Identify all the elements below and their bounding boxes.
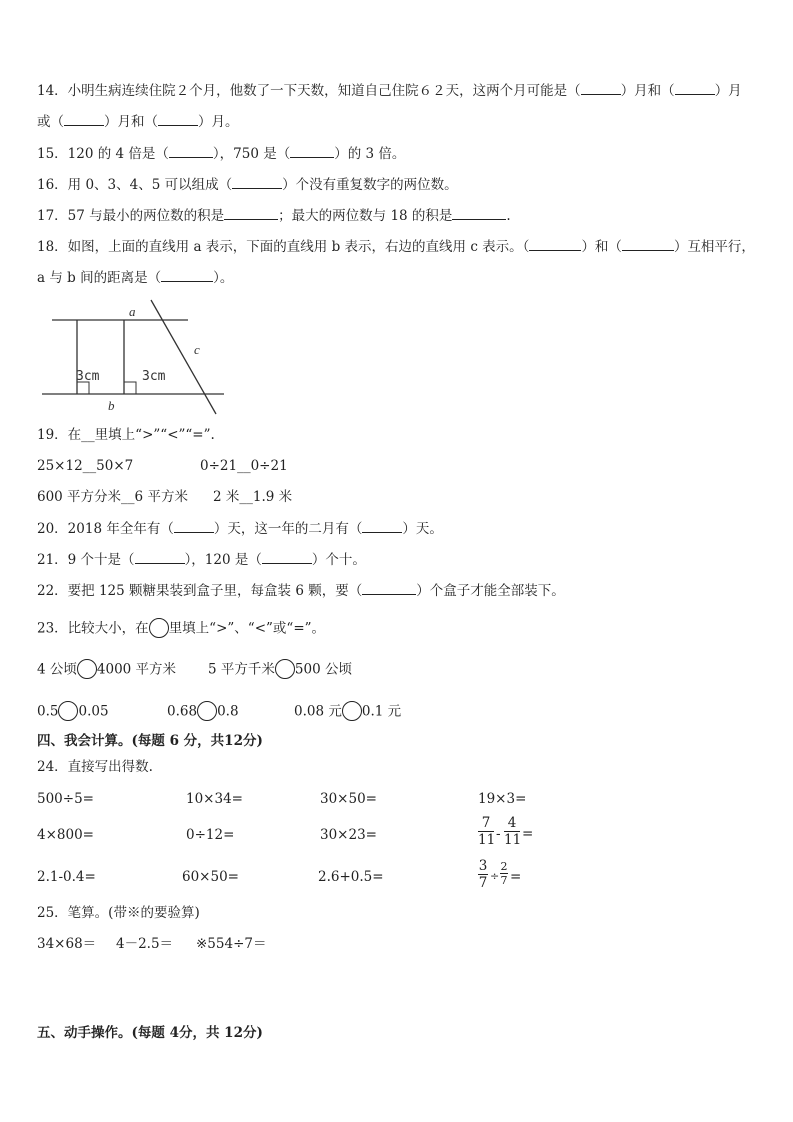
compare-circle bbox=[149, 618, 169, 638]
q23-r2c2 bbox=[167, 701, 239, 723]
q14-blank-1[interactable] bbox=[581, 82, 621, 95]
q23-r1c2-right: 500 公顷 bbox=[294, 661, 352, 678]
parallel-lines-figure bbox=[38, 296, 228, 418]
fraction-expression-2 bbox=[478, 858, 538, 898]
q23-r2c2-left: 0.68 bbox=[167, 703, 198, 720]
q18-line2 bbox=[37, 269, 233, 287]
q16-text-2: ）个没有重复数字的两位数。 bbox=[282, 177, 458, 193]
numerator: 2 bbox=[500, 860, 508, 873]
q21-text-1: 21．9 个十是（ bbox=[37, 552, 135, 568]
fraction-3-7 bbox=[478, 858, 488, 891]
q20-blank-1[interactable] bbox=[174, 520, 214, 533]
q23-r2c3-left: 0.08 元 bbox=[294, 703, 342, 720]
q21-line bbox=[37, 551, 366, 569]
q22-text-2: ）个盒子才能全部装下。 bbox=[416, 583, 565, 599]
q18-blank-2[interactable] bbox=[622, 238, 674, 251]
q24-r1c1: 500÷5= bbox=[37, 791, 94, 807]
q19-r2c1: 600 平方分米__6 平方米 bbox=[37, 489, 188, 505]
label-b: b bbox=[108, 398, 115, 413]
section-5-heading: 五、动手操作。(每题 4分，共 12分) bbox=[37, 1025, 263, 1041]
fraction-4-11 bbox=[504, 815, 520, 848]
q23-r2c3 bbox=[294, 701, 401, 723]
q23-r1c1-left: 4 公顷 bbox=[37, 661, 77, 678]
q14-text-4: 或（ bbox=[37, 114, 64, 130]
q19-r1c2: 0÷21__0÷21 bbox=[200, 458, 288, 474]
q23-r2c2-right: 0.8 bbox=[217, 703, 239, 720]
q23-text-2: 里填上“>”、“<”或“=”。 bbox=[168, 620, 326, 637]
compare-circle[interactable] bbox=[197, 701, 217, 721]
q15-text-2: ），750 是（ bbox=[212, 146, 291, 162]
compare-circle[interactable] bbox=[77, 659, 97, 679]
q24-r1c3: 30×50= bbox=[320, 791, 377, 807]
right-angle-mark-2 bbox=[124, 382, 136, 394]
q24-r1c2: 10×34= bbox=[186, 791, 243, 807]
q21-blank-1[interactable] bbox=[135, 551, 185, 564]
q14-text-6: ）月。 bbox=[198, 114, 239, 130]
equals-sign: = bbox=[522, 826, 534, 842]
q15-text-1: 15．120 的 4 倍是（ bbox=[37, 146, 169, 162]
q16-text-1: 16．用 0、3、4、5 可以组成（ bbox=[37, 177, 233, 193]
q24-r1c4: 19×3= bbox=[478, 791, 527, 807]
q18-blank-1[interactable] bbox=[529, 238, 581, 251]
q23-r1c2 bbox=[208, 659, 352, 681]
q25-item-2: 4－2.5＝ bbox=[116, 936, 174, 952]
q20-line bbox=[37, 520, 443, 538]
q19-r2c2: 2 米__1.9 米 bbox=[213, 489, 293, 505]
q22-line bbox=[37, 582, 565, 600]
q14-text-2: ）月和（ bbox=[620, 83, 675, 99]
q23-r2c1 bbox=[37, 701, 109, 723]
q18-text-3: ）互相平行， bbox=[673, 239, 755, 255]
fraction-expression-1 bbox=[478, 815, 538, 855]
label-c: c bbox=[194, 342, 200, 357]
q24-r3c3: 2.6+0.5= bbox=[318, 869, 384, 885]
q18-line1 bbox=[37, 238, 755, 256]
q20-blank-2[interactable] bbox=[362, 520, 402, 533]
label-a: a bbox=[129, 304, 136, 319]
q14-blank-3[interactable] bbox=[64, 113, 104, 126]
q23-r2c1-right: 0.05 bbox=[78, 703, 109, 720]
q24-r2c1: 4×800= bbox=[37, 827, 94, 843]
q22-blank-1[interactable] bbox=[362, 582, 416, 595]
q20-text-3: ）天。 bbox=[402, 521, 443, 537]
section-4-heading: 四、我会计算。(每题 6 分，共12分) bbox=[37, 733, 263, 749]
equals-sign: = bbox=[510, 869, 522, 885]
q22-text-1: 22．要把 125 颗糖果装到盒子里，每盒装 6 颗，要（ bbox=[37, 583, 363, 599]
q23-r2c1-left: 0.5 bbox=[37, 703, 59, 720]
q14-blank-2[interactable] bbox=[675, 82, 715, 95]
q23-r1c2-left: 5 平方千米 bbox=[208, 661, 275, 678]
q17-text-1: 17．57 与最小的两位数的积是 bbox=[37, 208, 225, 224]
q24-title: 24．直接写出得数. bbox=[37, 759, 153, 775]
q24-r2c3: 30×23= bbox=[320, 827, 377, 843]
q19-title: 19．在__里填上“>”“<”“=”. bbox=[37, 427, 215, 443]
q18-text-2: ）和（ bbox=[581, 239, 622, 255]
q18-text-5: ）。 bbox=[213, 270, 234, 286]
fraction-2-7 bbox=[500, 860, 508, 887]
q15-text-3: ）的 3 倍。 bbox=[334, 146, 406, 162]
dim-label-2: 3cm bbox=[142, 369, 166, 384]
minus-sign: - bbox=[496, 826, 501, 842]
q23-title bbox=[37, 618, 325, 640]
q23-r1c1-right: 4000 平方米 bbox=[96, 661, 177, 678]
dim-label-1: 3cm bbox=[76, 369, 100, 384]
q25-item-1: 34×68＝ bbox=[37, 936, 97, 952]
q17-text-3: . bbox=[506, 208, 511, 224]
q14-line1 bbox=[37, 82, 742, 100]
q15-line bbox=[37, 145, 405, 163]
compare-circle[interactable] bbox=[342, 701, 362, 721]
q24-r3c2: 60×50= bbox=[182, 869, 239, 885]
q16-line bbox=[37, 176, 458, 194]
compare-circle[interactable] bbox=[58, 701, 78, 721]
q20-text-2: ）天，这一年的二月有（ bbox=[213, 521, 363, 537]
numerator: 7 bbox=[481, 815, 491, 831]
q18-text-4: a 与 b 间的距离是（ bbox=[37, 270, 162, 286]
q19-r1c1: 25×12__50×7 bbox=[37, 458, 134, 474]
q15-blank-2[interactable] bbox=[290, 145, 334, 158]
q14-text-3: ）月 bbox=[714, 83, 742, 99]
q21-blank-2[interactable] bbox=[262, 551, 312, 564]
q20-text-1: 20．2018 年全年有（ bbox=[37, 521, 174, 537]
q17-text-2: ；最大的两位数与 18 的积是 bbox=[278, 208, 453, 224]
q18-text-1: 18．如图，上面的直线用 a 表示，下面的直线用 b 表示，右边的直线用 c 表示。（ bbox=[37, 239, 530, 255]
fraction-7-11 bbox=[478, 815, 494, 848]
denominator: 11 bbox=[478, 832, 496, 848]
denominator: 11 bbox=[504, 832, 522, 848]
q17-blank-1[interactable] bbox=[224, 207, 278, 220]
q14-blank-4[interactable] bbox=[158, 113, 198, 126]
q23-r1c1 bbox=[37, 659, 176, 681]
compare-circle[interactable] bbox=[275, 659, 295, 679]
q14-text-5: ）月和（ bbox=[104, 114, 158, 130]
q14-line2 bbox=[37, 113, 239, 131]
line-c bbox=[151, 300, 216, 414]
q24-r2c2: 0÷12= bbox=[186, 827, 235, 843]
denominator: 7 bbox=[478, 875, 488, 891]
q14-text-1: 14．小明生病连续住院２个月，他数了一下天数，知道自己住院６２天，这两个月可能是（ bbox=[37, 83, 581, 99]
q23-r2c3-right: 0.1 元 bbox=[361, 703, 402, 720]
q21-text-3: ）个十。 bbox=[311, 552, 366, 568]
q17-blank-2[interactable] bbox=[452, 207, 506, 220]
q21-text-2: ），120 是（ bbox=[184, 552, 262, 568]
q24-r3c1: 2.1-0.4= bbox=[37, 869, 96, 885]
q17-line bbox=[37, 207, 511, 225]
denominator: 7 bbox=[500, 874, 508, 887]
numerator: 3 bbox=[478, 858, 488, 874]
q15-blank-1[interactable] bbox=[169, 145, 213, 158]
q23-text-1: 23．比较大小，在 bbox=[37, 620, 149, 637]
q16-blank-1[interactable] bbox=[232, 176, 282, 189]
numerator: 4 bbox=[507, 815, 517, 831]
q18-blank-3[interactable] bbox=[161, 269, 213, 282]
q25-title: 25．笔算。(带※的要验算) bbox=[37, 905, 200, 921]
divide-sign: ÷ bbox=[490, 870, 500, 883]
q25-item-3: ※554÷7＝ bbox=[196, 936, 267, 952]
